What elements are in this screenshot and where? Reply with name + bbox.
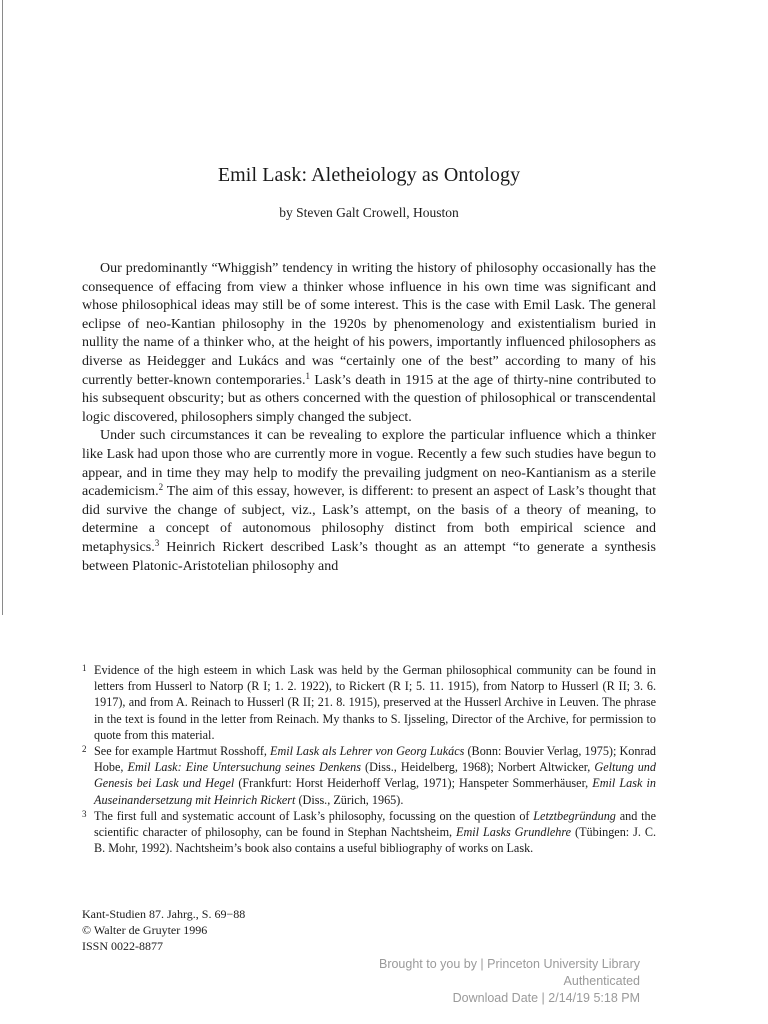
- footnote-number: 1: [82, 663, 87, 673]
- footnote-2: 2 See for example Hartmut Rosshoff, Emil Lask als Lehrer von Georg Lukács (Bonn: Bouvier Verlag, 1975); Konrad Hobe, Emil Lask: Eine Untersuchung seines Denkens (Diss., Heidelberg, 1968); Norbert Altwicker, Geltung und Genesis bei Lask und Hegel (Frankfurt: Horst Heiderhoff Verlag, 1971); Hanspeter Sommerhäuser, Emil Lask in Auseinandersetzung mit Heinrich Rickert (Diss., Zürich, 1965).: [82, 744, 657, 807]
- watermark-provider: Brought to you by | Princeton University Library: [378, 957, 640, 971]
- footnote-number: 3: [82, 808, 87, 819]
- journal-citation: Kant-Studien 87. Jahrg., S. 69−88: [82, 907, 246, 921]
- article-byline: by Steven Galt Crowell, Houston: [279, 205, 459, 220]
- footnote-ref-2[interactable]: 2: [158, 482, 164, 493]
- download-watermark: [379, 956, 640, 1007]
- paragraph-1: Our predominantly “Whiggish” tendency in writing the history of philosophy occasionally has the consequence of effacing from view a thinker whose influence in his own time was significant and whose philosophical ideas may still be of some interest. This is the case with Emil Lask. The general eclipse of neo-Kantian philosophy in the 1920s by phenomenology and existentialism buried in nullity the name of a thinker who, at the height of his powers, importantly influenced philosophers as diverse as Heidegger and Lukács and was “certainly one of the best” according to many of his currently better-known contemporaries.$^1$ Lask’s death in 1915 at the age of thirty-nine contributed to his subsequent obscurity; but as others concerned with the question of philosophical or transcendental logic discovered, philosophers simply changed the subject.: [82, 261, 656, 425]
- footnote-ref-1[interactable]: 1: [305, 370, 310, 381]
- scan-page-edge: [2, 0, 3, 615]
- journal-info: [82, 906, 245, 954]
- footnote-3: 3 The first full and systematic account of Lask’s philosophy, focussing on the question of Letztbegründung and the scientific character of philosophy, can be found in Stephan Nachtsheim, Emil Lasks Grundlehre (Tübingen: J. C. B. Mohr, 1992). Nachtsheim’s book also contains a useful bibliography of works on Lask.: [82, 808, 656, 856]
- article-title: Emil Lask: Aletheiology as Ontology: [217, 164, 521, 186]
- footnote-number: 2: [82, 744, 87, 755]
- journal-copyright: © Walter de Gruyter 1996: [82, 923, 208, 937]
- paragraph-2: Under such circumstances it can be revealing to explore the particular influence which a thinker like Lask had upon those who are currently more in vogue. Recently a few such studies have begun to appear, and in time they may help to modify the prevailing judgment on neo-Kantianism as a sterile academicism.$^2$ The aim of this essay, however, is different: to present an aspect of Lask’s thought that did survive the change of subject, viz., Lask’s attempt, on the basis of a theory of meaning, to determine a concept of autonomous philosophy distinct from both empirical science and metaphysics.$^3$ Heinrich Rickert described Lask’s thought as an attempt “to generate a synthesis between Platonic-Aristotelian philosophy and: [82, 428, 656, 574]
- article-body: [82, 260, 656, 576]
- footnote-ref-3[interactable]: 3: [154, 537, 160, 548]
- watermark-download-date: Download Date | 2/14/19 5:18 PM: [452, 991, 640, 1005]
- journal-issn: ISSN 0022-8877: [82, 939, 164, 953]
- footnotes: [82, 662, 656, 856]
- watermark-authenticated: Authenticated: [563, 974, 640, 988]
- footnote-1: 1 Evidence of the high esteem in which Lask was held by the German philosophical community can be found in letters from Husserl to Natorp (R I; 1. 2. 1922), to Rickert (R I; 5. 11. 1915), from Natorp to Husserl (R II; 3. 6. 1917), and from A. Reinach to Husserl (R II; 21. 8. 1915), preserved at the Husserl Archive in Leuven. The phrase in the text is found in the letter from Reinach. My thanks to S. Ijsseling, Director of the Archive, for permission to quote from this material.: [82, 663, 656, 742]
